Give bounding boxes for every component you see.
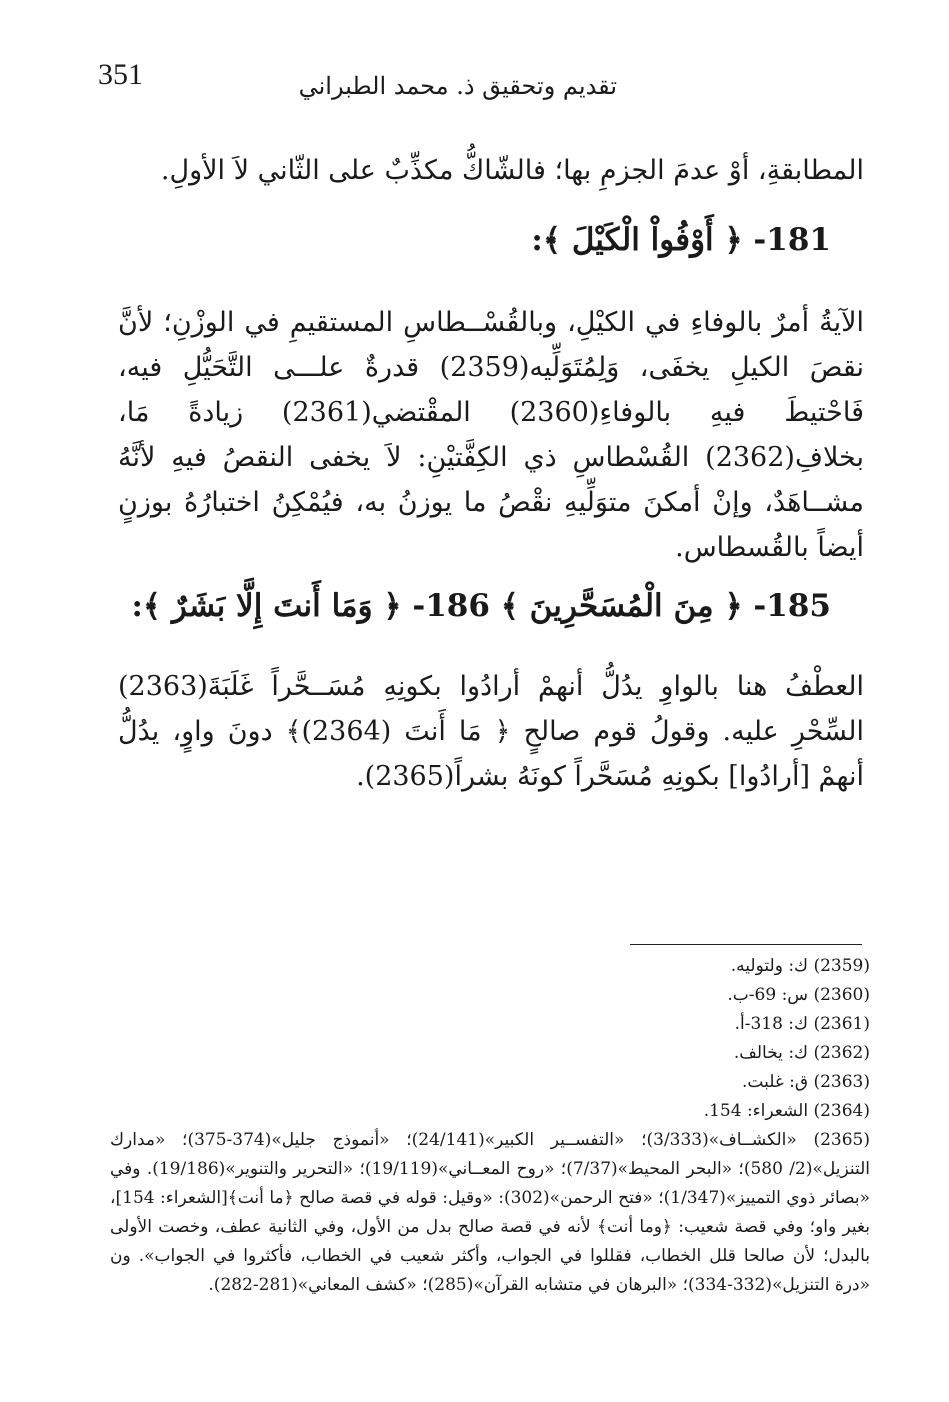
footnotes-block	[110, 952, 870, 1300]
paragraph-181: الآيةُ أمرٌ بالوفاءِ في الكيْلِ، وبالقُسْــطاسِ المستقيمِ في الوزْنِ؛ لأنَّ نقصَ الكيلِ يخفَى، وَلِمُتَوَلِّيه(2359) قدرةٌ علـــى التَّحَيُّلِ فيه، فَاحْتيطَ فيهِ بالوفاءِ(2360) المقْتضي(2361) زيادةً مَا، بخلافِ(2362) القُسْطاسِ ذي الكِفَّتيْنِ: لاَ يخفى النقصُ فيهِ لأنَّهُ مشــاهَدٌ، وإنْ أمكنَ متوَلِّيهِ نقْصُ ما يوزنُ به، فيُمْكِنُ اختبارُهُ بوزنٍ أيضاً بالقُسطاس.	[118, 307, 865, 563]
page-number: 351	[98, 58, 143, 91]
footnote-2359: (2359) ك: ولتوليه.	[730, 956, 870, 976]
paragraph-185: العطْفُ هنا بالواوِ يدُلُّ أنهمْ أرادُوا بكونِهِ مُسَــحَّراً غَلَبَةَ(2363) السِّحْرِ عليه. وقولُ قوم صالحٍ ﴿ مَا أَنتَ (2364)﴾ دونَ واوٍ، يدُلُّ أنهمْ [أرادُوا] بكونِهِ مُسَحَّراً كونَهُ بشراً(2365).	[118, 671, 864, 792]
footnote-2364: (2364) الشعراء: 154.	[703, 1101, 870, 1121]
footnote-divider	[630, 944, 862, 945]
footnote-2365: (2365) «الكشــاف»(3/333)؛ «التفســير الكبير»(24/141)؛ «أنموذج جليل»(374-375)؛ «مدارك التنزيل»(2/ 580)؛ «البحر المحيط»(7/37)؛ «روح المعــاني»(19/119)؛ «التحرير والتنوير»(19/186). وفي «بصائر ذوي التمييز»(1/347)؛ «فتح الرحمن»(302): «وقيل: قوله في قصة صالح ﴿ما أنت﴾[الشعراء: 154]، بغير واو؛ وفي قصة شعيب: ﴿وما أنت﴾ لأنه في قصة صالح بدل من الأول، وفي الثانية عطف، وخصت الأولى بالبدل؛ لأن صالحا قلل الخطاب، فقللوا في الجواب، وأكثر شعيب في الخطاب، فأكثروا في الجواب». ون «درة التنزيل»(332-334)؛ «البرهان في متشابه القرآن»(285)؛ «كشف المعاني»(281-282).	[110, 1130, 871, 1295]
footnote-2360: (2360) س: 69-ب.	[727, 985, 870, 1005]
footnote-2363: (2363) ق: غلبت.	[741, 1072, 870, 1092]
paragraph-continuation: المطابقةِ، أوْ عدمَ الجزمِ بها؛ فالشّاكُّ مكذِّبٌ على الثّاني لاَ الأولِ.	[160, 155, 864, 186]
verse-heading-181: 181- ﴿ أَوْفُواْ الْكَيْلَ ﴾:	[531, 222, 831, 258]
verse-heading-185-186: 185- ﴿ مِنَ الْمُسَحَّرِينَ ﴾ 186- ﴿ وَمَا أَنتَ إِلَّا بَشَرٌ ﴾:	[131, 588, 831, 624]
footnote-2361: (2361) ك: 318-أ.	[734, 1014, 870, 1034]
running-title: تقديم وتحقيق ذ. محمد الطبراني	[298, 72, 617, 100]
footnote-2362: (2362) ك: يخالف.	[733, 1043, 870, 1063]
